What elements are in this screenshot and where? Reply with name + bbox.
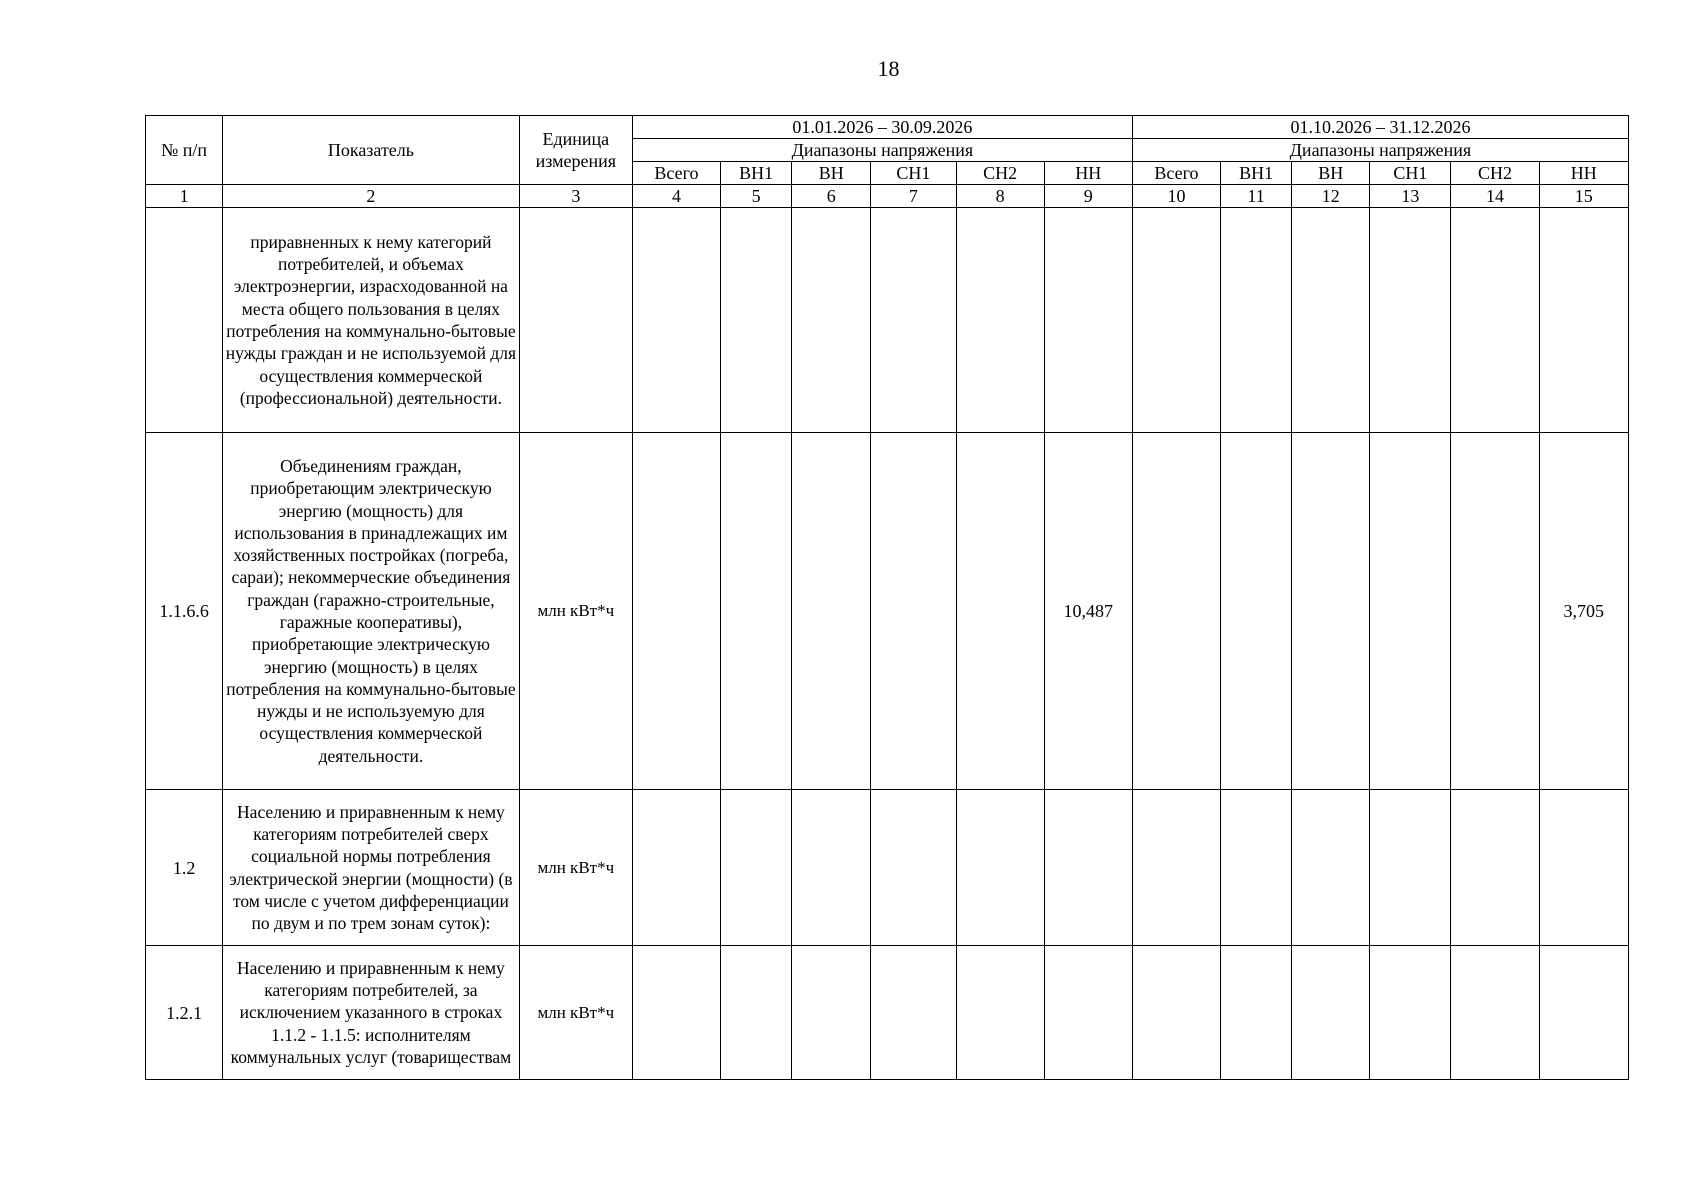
value-cell — [792, 208, 871, 433]
header-unit — [519, 116, 632, 185]
col-number: 2 — [223, 185, 520, 208]
header-period-2: 01.10.2026 – 31.12.2026 — [1132, 116, 1628, 139]
subcol-sn1: СН1 — [1370, 162, 1451, 185]
value-cell — [956, 433, 1044, 790]
row-number: 1.2 — [146, 790, 223, 946]
value-cell — [1370, 790, 1451, 946]
value-cell — [1221, 946, 1292, 1080]
col-number: 13 — [1370, 185, 1451, 208]
value-cell — [1292, 946, 1370, 1080]
subcol-vn: ВН — [1292, 162, 1370, 185]
value-cell — [871, 946, 956, 1080]
table-row — [146, 946, 1629, 1080]
row-unit: млн кВт*ч — [519, 790, 632, 946]
col-number: 9 — [1044, 185, 1132, 208]
subcol-vn1: ВН1 — [721, 162, 792, 185]
subcol-nn: НН — [1044, 162, 1132, 185]
col-number: 14 — [1451, 185, 1539, 208]
value-cell — [1451, 946, 1539, 1080]
value-cell — [1292, 790, 1370, 946]
table-row — [146, 208, 1629, 433]
value-cell — [956, 946, 1044, 1080]
subcol-vn: ВН — [792, 162, 871, 185]
col-number: 4 — [632, 185, 720, 208]
value-cell — [1132, 208, 1220, 433]
value-cell — [721, 433, 792, 790]
value-cell — [1451, 208, 1539, 433]
value-cell — [1292, 208, 1370, 433]
value-cell — [1539, 208, 1628, 433]
col-number: 15 — [1539, 185, 1628, 208]
value-cell — [1370, 208, 1451, 433]
row-indicator: приравненных к нему категорий потребителей, и объемах электроэнергии, израсходованной на места общего пользования в целях потребления на коммунально-бытовые нужды граждан и не используемой для осуществления коммерческой (профессиональной) деятельности. — [223, 208, 520, 433]
value-cell — [1221, 790, 1292, 946]
value-cell — [1221, 208, 1292, 433]
value-cell: 3,705 — [1539, 433, 1628, 790]
header-indicator: Показатель — [223, 116, 520, 185]
row-indicator: Населению и приравненным к нему категориям потребителей сверх социальной нормы потребления электрической энергии (мощности) (в том числе с учетом дифференциации по двум и по трем зонам суток): — [223, 790, 520, 946]
value-cell — [632, 433, 720, 790]
header-voltage-ranges-1: Диапазоны напряжения — [632, 139, 1132, 162]
value-cell — [1292, 433, 1370, 790]
value-cell — [956, 790, 1044, 946]
row-unit: млн кВт*ч — [519, 946, 632, 1080]
row-indicator: Населению и приравненным к нему категориям потребителей, за исключением указанного в строках 1.1.2 - 1.1.5: исполнителям коммунальных услуг (товариществам — [223, 946, 520, 1080]
page-number: 18 — [877, 56, 900, 81]
value-cell — [1044, 208, 1132, 433]
value-cell — [1370, 433, 1451, 790]
row-unit: млн кВт*ч — [519, 433, 632, 790]
subcol-nn: НН — [1539, 162, 1628, 185]
col-number: 5 — [721, 185, 792, 208]
value-cell — [1132, 946, 1220, 1080]
col-number: 7 — [871, 185, 956, 208]
col-number: 6 — [792, 185, 871, 208]
header-unit-line1: Единица — [542, 129, 610, 149]
row-number — [146, 208, 223, 433]
table-row — [146, 790, 1629, 946]
value-cell — [792, 790, 871, 946]
value-cell — [721, 946, 792, 1080]
header-num: № п/п — [146, 116, 223, 185]
value-cell — [721, 208, 792, 433]
header-row-periods — [146, 116, 1629, 139]
subcol-total: Всего — [632, 162, 720, 185]
col-number: 3 — [519, 185, 632, 208]
value-cell — [1221, 433, 1292, 790]
header-period-1: 01.01.2026 – 30.09.2026 — [632, 116, 1132, 139]
col-number: 1 — [146, 185, 223, 208]
value-cell — [1539, 946, 1628, 1080]
value-cell — [871, 790, 956, 946]
value-cell — [632, 790, 720, 946]
row-number: 1.2.1 — [146, 946, 223, 1080]
value-cell — [1370, 946, 1451, 1080]
value-cell — [1132, 433, 1220, 790]
value-cell — [1044, 946, 1132, 1080]
subcol-vn1: ВН1 — [1221, 162, 1292, 185]
value-cell — [721, 790, 792, 946]
value-cell — [1132, 790, 1220, 946]
subcol-sn2: СН2 — [956, 162, 1044, 185]
value-cell — [1451, 790, 1539, 946]
value-cell — [1044, 790, 1132, 946]
subcol-sn2: СН2 — [1451, 162, 1539, 185]
value-cell — [956, 208, 1044, 433]
value-cell: 10,487 — [1044, 433, 1132, 790]
value-cell — [792, 946, 871, 1080]
value-cell — [792, 433, 871, 790]
subcol-total: Всего — [1132, 162, 1220, 185]
col-number: 11 — [1221, 185, 1292, 208]
report-table — [145, 115, 1629, 1080]
col-number: 10 — [1132, 185, 1220, 208]
header-unit-line2: измерения — [535, 151, 617, 171]
value-cell — [632, 208, 720, 433]
value-cell — [1451, 433, 1539, 790]
col-number: 12 — [1292, 185, 1370, 208]
value-cell — [632, 946, 720, 1080]
value-cell — [1539, 790, 1628, 946]
header-row-numbers — [146, 185, 1629, 208]
header-voltage-ranges-2: Диапазоны напряжения — [1132, 139, 1628, 162]
row-indicator: Объединениям граждан, приобретающим электрическую энергию (мощность) для использования в принадлежащих им хозяйственных постройках (погреба, сараи); некоммерческие объединения граждан (гаражно-строительные, гаражные кооперативы), приобретающие электрическую энергию (мощность) в целях потребления на коммунально-бытовые нужды и не используемую для осуществления коммерческой деятельности. — [223, 433, 520, 790]
subcol-sn1: СН1 — [871, 162, 956, 185]
value-cell — [871, 433, 956, 790]
value-cell — [871, 208, 956, 433]
row-unit — [519, 208, 632, 433]
table-row — [146, 433, 1629, 790]
row-number: 1.1.6.6 — [146, 433, 223, 790]
col-number: 8 — [956, 185, 1044, 208]
